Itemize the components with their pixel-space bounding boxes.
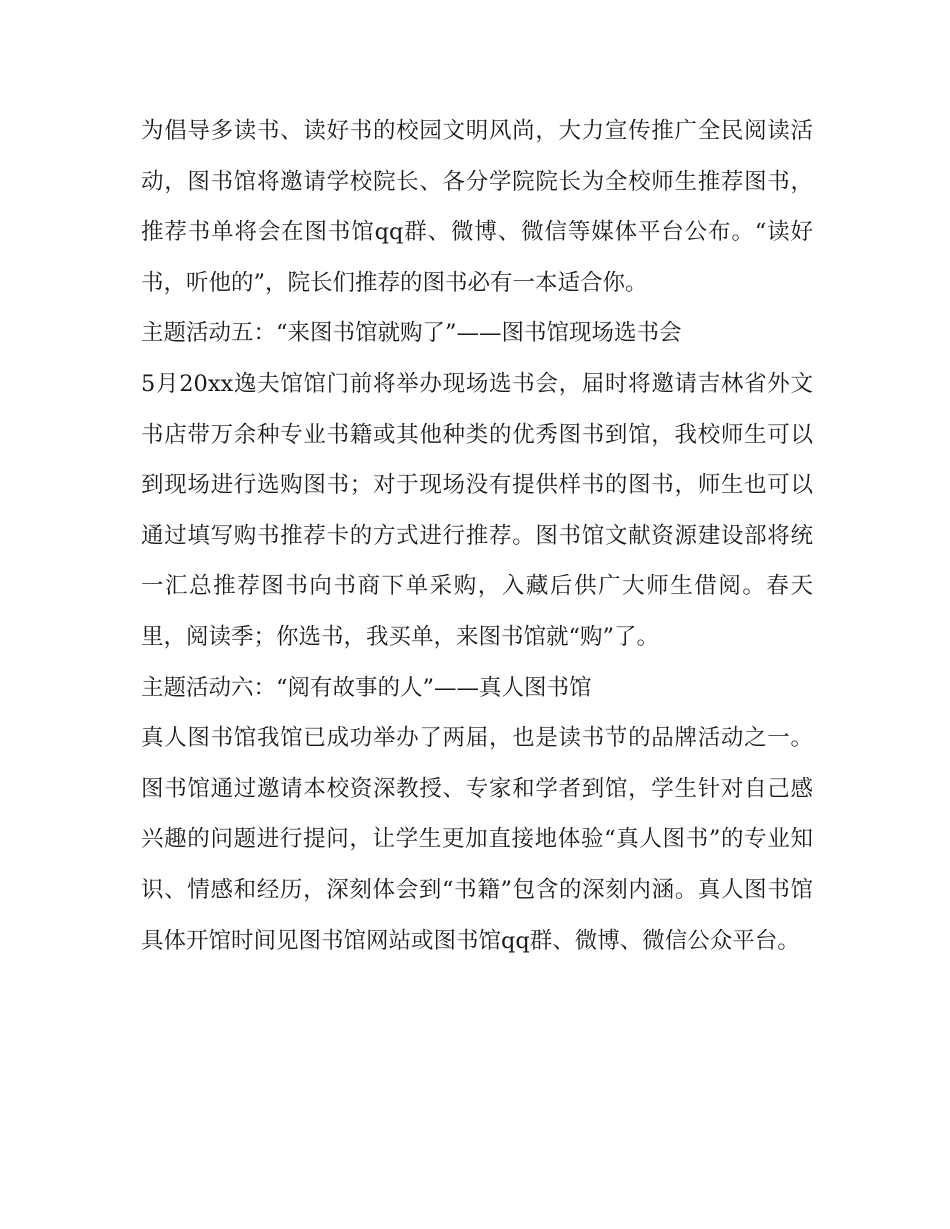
heading-activity-five: 主题活动五：“来图书馆就购了”——图书馆现场选书会 bbox=[141, 320, 682, 347]
paragraph-book-recommendation: 为倡导多读书、读好书的校园文明风尚，大力宣传推广全民阅读活动，图书馆将邀请学校院长、各分学院院长为全校师生推荐图书，推荐书单将会在图书馆qq群、微博、微信等媒体平台公布。“读好书，听他的”，院长们推荐的图书必有一本适合你。 bbox=[141, 118, 813, 296]
heading-activity-six: 主题活动六：“阅有故事的人”——真人图书馆 bbox=[141, 674, 592, 701]
document-body bbox=[141, 106, 813, 966]
paragraph-human-library: 真人图书馆我馆已成功举办了两届，也是读书节的品牌活动之一。图书馆通过邀请本校资深教授、专家和学者到馆，学生针对自己感兴趣的问题进行提问，让学生更加直接地体验“真人图书”的专业知识、情感和经历，深刻体会到“书籍”包含的深刻内涵。真人图书馆具体开馆时间见图书馆网站或图书馆qq群、微博、微信公众平台。 bbox=[141, 725, 813, 954]
paragraph-book-selection-fair: 5月20xx逸夫馆馆门前将举办现场选书会，届时将邀请吉林省外文书店带万余种专业书籍或其他种类的优秀图书到馆，我校师生可以到现场进行选购图书；对于现场没有提供样书的图书，师生也可以通过填写购书推荐卡的方式进行推荐。图书馆文献资源建设部将统一汇总推荐图书向书商下单采购，入藏后供广大师生借阅。春天里，阅读季；你选书，我买单，来图书馆就“购”了。 bbox=[141, 370, 813, 650]
